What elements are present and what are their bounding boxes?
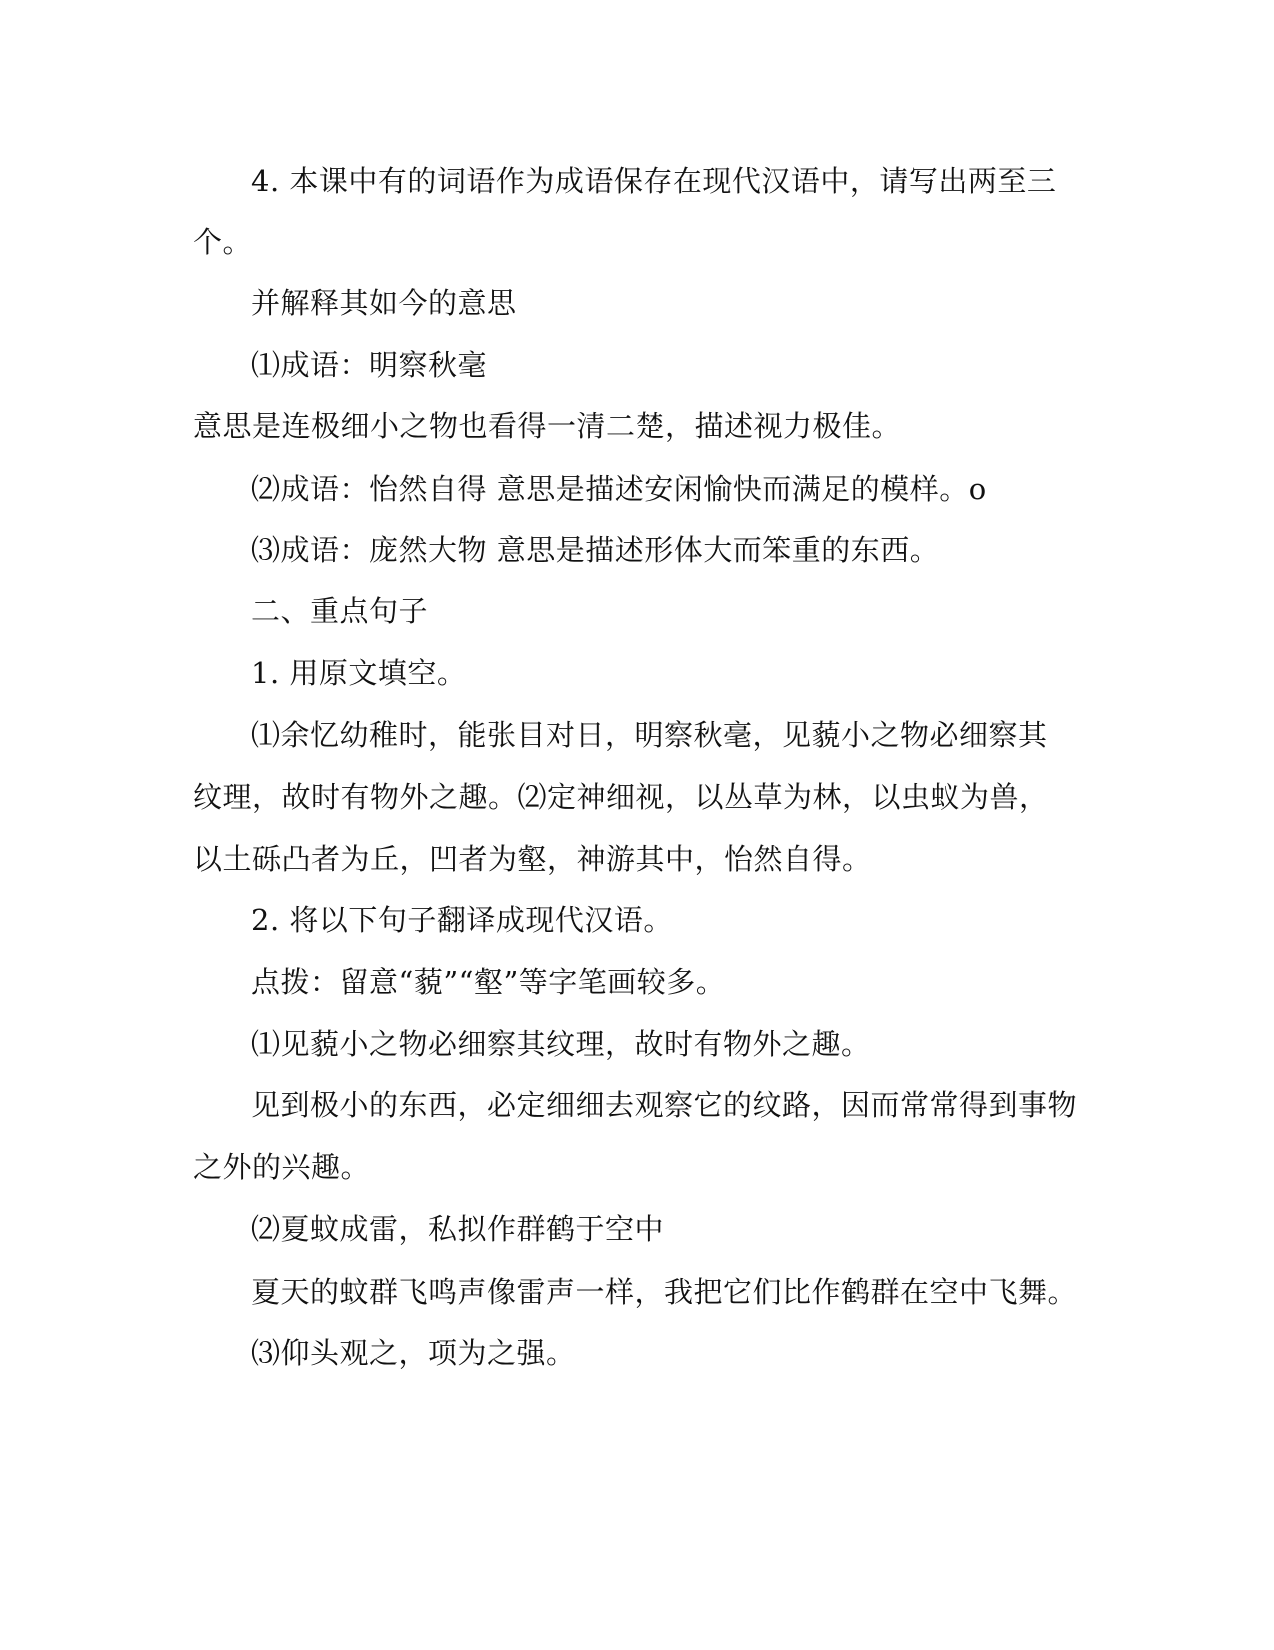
paragraph-line: ⑵成语：怡然自得 意思是描述安闲愉快而满足的模样。o [251,472,987,506]
paragraph-line: 夏天的蚊群飞鸣声像雷声一样，我把它们比作鹤群在空中飞舞。 [251,1275,1078,1309]
paragraph-line: 之外的兴趣。 [193,1150,371,1184]
paragraph-line: 见到极小的东西，必定细细去观察它的纹路，因而常常得到事物 [251,1088,1078,1122]
paragraph-line: 1. 用原文填空。 [251,656,467,690]
paragraph-line: 2. 将以下句子翻译成现代汉语。 [251,903,673,937]
paragraph-line: 并解释其如今的意思 [251,286,517,320]
section-heading: 二、重点句子 [251,594,429,628]
paragraph-line: 个。 [193,225,253,259]
paragraph-line: ⑴成语：明察秋毫 [251,348,488,382]
paragraph-line: ⑴余忆幼稚时，能张目对日，明察秋毫，见藐小之物必细察其 [251,718,1048,752]
paragraph-line: 4. 本课中有的词语作为成语保存在现代汉语中，请写出两至三 [251,164,1057,198]
paragraph-line: 点拨：留意“藐”“壑”等字笔画较多。 [251,965,726,999]
paragraph-line: ⑴见藐小之物必细察其纹理，故时有物外之趣。 [251,1027,871,1061]
paragraph-line: 意思是连极细小之物也看得一清二楚，描述视力极佳。 [193,409,902,443]
paragraph-line: ⑶仰头观之，项为之强。 [251,1336,576,1370]
paragraph-line: 纹理，故时有物外之趣。⑵定神细视，以丛草为林，以虫蚁为兽， [193,780,1049,814]
paragraph-line: ⑶成语：庞然大物 意思是描述形体大而笨重的东西。 [251,533,940,567]
paragraph-line: ⑵夏蚊成雷，私拟作群鹤于空中 [251,1212,665,1246]
paragraph-line: 以土砾凸者为丘，凹者为壑，神游其中，怡然自得。 [193,842,872,876]
